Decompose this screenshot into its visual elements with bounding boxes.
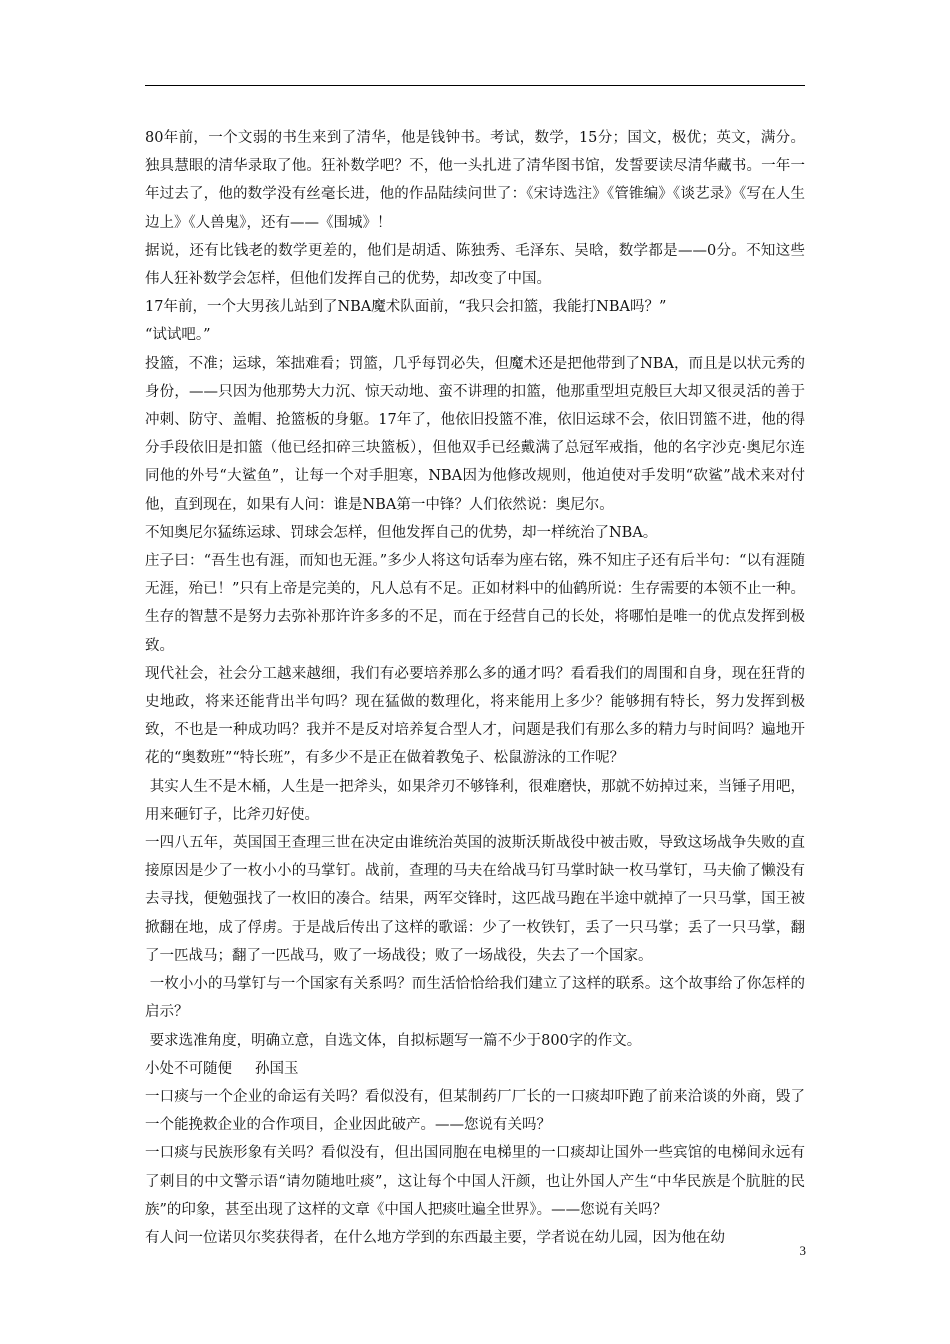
header-rule [145,85,805,86]
page-number: 3 [799,1243,806,1258]
body-text [145,124,805,1252]
paragraph: 17年前，一个大男孩儿站到了NBA魔术队面前，“我只会扣篮，我能打NBA吗？” [145,299,667,316]
paragraph: 庄子曰：“吾生也有涯，而知也无涯。”多少人将这句话奉为座右铭，殊不知庄子还有后半句：“以有涯随无涯，殆已！”只有上帝是完美的，凡人总有不足。正如材料中的仙鹤所说：生存需要的本领不止一种。生存的智慧不是努力去弥补那许许多多的不足，而在于经营自己的长处，将哪怕是唯一的优点发挥到极致。 [145,553,805,654]
essay-title: 小处不可随便 孙国玉 [145,1060,299,1077]
paragraph: 要求选准角度，明确立意，自选文体，自拟标题写一篇不少于800字的作文。 [145,1032,642,1049]
paragraph: 不知奥尼尔猛练运球、罚球会怎样，但他发挥自己的优势，却一样统治了NBA。 [145,524,658,541]
paragraph: 80年前，一个文弱的书生来到了清华，他是钱钟书。考试，数学，15分；国文，极优；英文，满分。独具慧眼的清华录取了他。狂补数学吧？不，他一头扎进了清华图书馆，发誓要读尽清华藏书。一年一年过去了，他的数学没有丝毫长进，他的作品陆续问世了：《宋诗选注》《管锥编》《谈艺录》《写在人生边上》《人兽鬼》，还有——《围城》！ [145,130,805,231]
paragraph: 一四八五年，英国国王查理三世在决定由谁统治英国的波斯沃斯战役中被击败，导致这场战争失败的直接原因是少了一枚小小的马掌钉。战前，查理的马夫在给战马钉马掌时缺一枚马掌钉，马夫偷了懒没有去寻找，便勉强找了一枚旧的凑合。结果，两军交锋时，这匹战马跑在半途中就掉了一只马掌，国王被掀翻在地，成了俘虏。于是战后传出了这样的歌谣：少了一枚铁钉，丢了一只马掌；丢了一只马掌，翻了一匹战马；翻了一匹战马，败了一场战役；败了一场战役，失去了一个国家。 [145,835,805,964]
paragraph: 据说，还有比钱老的数学更差的，他们是胡适、陈独秀、毛泽东、吴晗，数学都是——0分。不知这些伟人狂补数学会怎样，但他们发挥自己的优势，却改变了中国。 [145,242,805,288]
paragraph: 现代社会，社会分工越来越细，我们有必要培养那么多的通才吗？看看我们的周围和自身，现在狂背的史地政，将来还能背出半句吗？现在猛做的数理化，将来能用上多少？能够拥有特长，努力发挥到极致，不也是一种成功吗？我并不是反对培养复合型人才，问题是我们有那么多的精力与时间吗？遍地开花的“奥数班”“特长班”，有多少不是正在做着教兔子、松鼠游泳的工作呢？ [145,665,805,767]
paragraph: “试试吧。” [145,327,211,344]
paragraph: 其实人生不是木桶，人生是一把斧头，如果斧刃不够锋利，很难磨快，那就不妨掉过来，当锤子用吧，用来砸钉子，比斧刃好使。 [145,778,806,823]
paragraph: 有人问一位诺贝尔奖获得者，在什么地方学到的东西最主要，学者说在幼儿园，因为他在幼 [145,1229,725,1246]
paragraph: 一口痰与一个企业的命运有关吗？看似没有，但某制药厂厂长的一口痰却吓跑了前来洽谈的外商，毁了一个能挽救企业的合作项目，企业因此破产。——您说有关吗？ [145,1088,805,1134]
paragraph: 投篮，不准；运球，笨拙难看；罚篮，几乎每罚必失，但魔术还是把他带到了NBA，而且是以状元秀的身份，——只因为他那势大力沉、惊天动地、蛮不讲理的扣篮，他那重型坦克般巨大却又很灵活的善于冲刺、防守、盖帽、抢篮板的身躯。17年了，他依旧投篮不准，依旧运球不会，依旧罚篮不进，他的得分手段依旧是扣篮（他已经扣碎三块篮板），但他双手已经戴满了总冠军戒指，他的名字沙克·奥尼尔连同他的外号“大鲨鱼”，让每一个对手胆寒，NBA因为他修改规则，他迫使对手发明“砍鲨”战术来对付他，直到现在，如果有人问：谁是NBA第一中锋？人们依然说：奥尼尔。 [145,355,805,513]
paragraph: 一口痰与民族形象有关吗？看似没有，但出国同胞在电梯里的一口痰却让国外一些宾馆的电梯间永远有了刺目的中文警示语“请勿随地吐痰”，这让每个中国人汗颜，也让外国人产生“中华民族是个肮脏的民族”的印象，甚至出现了这样的文章《中国人把痰吐遍全世界》。——您说有关吗？ [145,1145,805,1218]
paragraph: 一枚小小的马掌钉与一个国家有关系吗？而生活恰恰给我们建立了这样的联系。这个故事给了你怎样的启示？ [145,976,806,1021]
